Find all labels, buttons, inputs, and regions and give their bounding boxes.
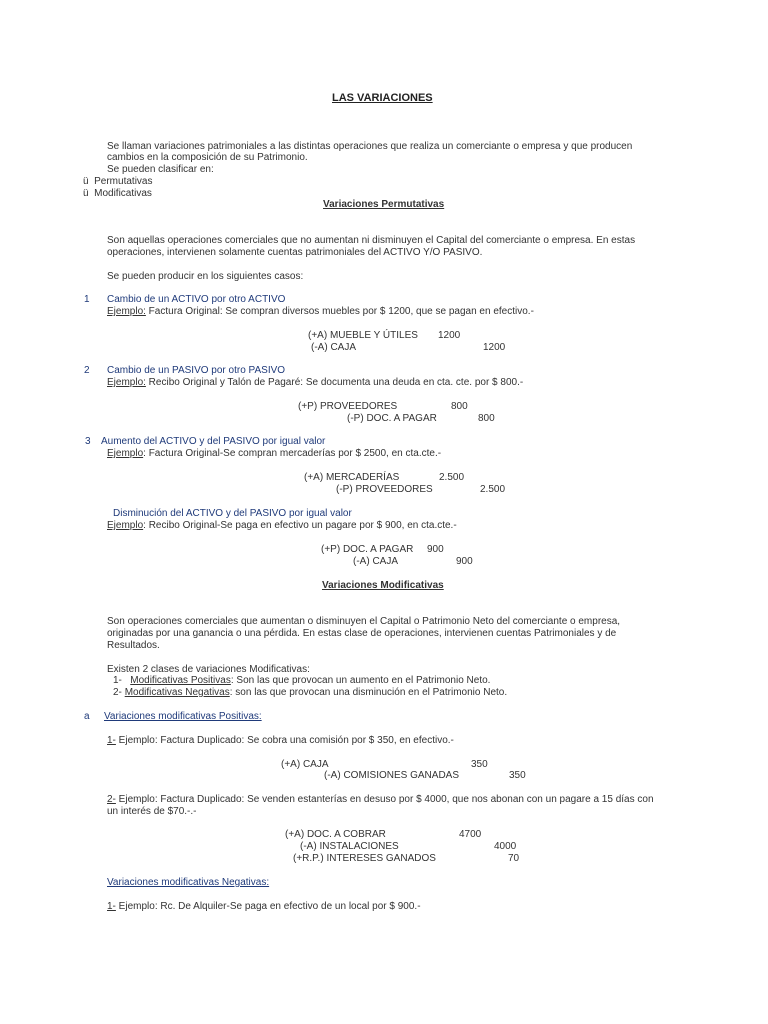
case-number: 2 [84, 365, 90, 376]
positivas-example-2 [107, 794, 654, 806]
entry-amount: 1200 [483, 342, 506, 353]
entry-amount: 4000 [494, 841, 517, 852]
bullet-glyph: ü [83, 188, 89, 199]
intro-line-2: cambios en la composición de su Patrimonio. [107, 152, 308, 163]
entry-account: (+A) MUEBLE Y ÚTILES [308, 330, 418, 341]
case-title: Aumento del ACTIVO y del PASIVO por igual valor [101, 436, 326, 447]
example-text: Recibo Original y Talón de Pagaré: Se documenta una deuda en cta. cte. por $ 800.- [145, 377, 524, 388]
case-example [107, 520, 457, 532]
negativas-heading: Variaciones modificativas Negativas: [107, 877, 270, 888]
example-text: Factura Original: Se compran diversos muebles por $ 1200, que se pagan en efectivo.- [145, 306, 534, 317]
modificativas-p1-line-2: originadas por una ganancia o una pérdida. En estas clase de operaciones, intervienen cuentas Patrimoniales y de [107, 628, 617, 639]
example-text: Ejemplo: Factura Duplicado: Se cobra una comisión por $ 350, en efectivo.- [115, 735, 454, 746]
case-example [107, 306, 534, 318]
example-label: Ejemplo [107, 448, 144, 459]
entry-account: (+P) DOC. A PAGAR [321, 544, 414, 555]
entry-account: (+A) CAJA [281, 759, 329, 770]
entry-amount: 800 [451, 401, 468, 412]
entry-amount: 1200 [438, 330, 461, 341]
permutativas-p1-line-2: operaciones, intervienen solamente cuentas patrimoniales del ACTIVO Y/O PASIVO. [107, 247, 483, 258]
negativas-example-1 [107, 901, 421, 913]
modificativas-p2: Existen 2 clases de variaciones Modificativas: [107, 664, 310, 675]
permutativas-p2: Se pueden producir en los siguientes casos: [107, 271, 304, 282]
intro-line-3: Se pueden clasificar en: [107, 164, 214, 175]
case-number: 3 [85, 436, 91, 447]
entry-amount: 70 [508, 853, 520, 864]
positivas-example-1 [107, 735, 454, 747]
modificativas-p1-line-1: Son operaciones comerciales que aumentan o disminuyen el Capital o Patrimonio Neto del comerciante o empresa, [107, 616, 621, 627]
modificativa-type [113, 687, 507, 699]
example-label: Ejemplo: [107, 377, 146, 388]
example-number: 1- [107, 735, 116, 746]
bullet-glyph: ü [83, 176, 89, 187]
positivas-letter: a [84, 711, 90, 722]
case-example [107, 448, 441, 460]
bullet-label: Permutativas [94, 176, 153, 187]
entry-amount: 900 [456, 556, 473, 567]
case-example [107, 377, 523, 389]
entry-amount: 800 [478, 413, 495, 424]
example-text: : Factura Original-Se compran mercaderías por $ 2500, en cta.cte.- [143, 448, 442, 459]
bullet-label: Modificativas [94, 188, 152, 199]
type-number: 2- [113, 687, 122, 698]
entry-account: (+P) PROVEEDORES [298, 401, 398, 412]
entry-account: (-P) DOC. A PAGAR [347, 413, 437, 424]
entry-account: (+A) DOC. A COBRAR [285, 829, 386, 840]
type-label: Modificativas Positivas [130, 675, 231, 686]
example-label: Ejemplo [107, 520, 144, 531]
example-text: Ejemplo: Rc. De Alquiler-Se paga en efectivo de un local por $ 900.- [115, 901, 421, 912]
case-title: Disminución del ACTIVO y del PASIVO por igual valor [113, 508, 352, 519]
example-text: Ejemplo: Factura Duplicado: Se venden estanterías en desuso por $ 4000, que nos abonan con un pagare a 15 días con [115, 794, 654, 805]
entry-account: (-A) CAJA [353, 556, 398, 567]
entry-amount: 4700 [459, 829, 482, 840]
positivas-heading: Variaciones modificativas Positivas: [104, 711, 262, 722]
modificativas-p1-line-3: Resultados. [107, 640, 160, 651]
case-number: 1 [84, 294, 90, 305]
entry-account: (-A) COMISIONES GANADAS [324, 770, 460, 781]
intro-line-1: Se llaman variaciones patrimoniales a las distintas operaciones que realiza un comerciante o empresa y que producen [107, 141, 633, 152]
page-title: LAS VARIACIONES [332, 92, 433, 104]
section-heading-permutativas: Variaciones Permutativas [323, 199, 445, 210]
example-number: 2- [107, 794, 116, 805]
modificativa-type [113, 675, 490, 687]
section-heading-modificativas: Variaciones Modificativas [322, 580, 444, 591]
example-label: Ejemplo: [107, 306, 146, 317]
case-title: Cambio de un ACTIVO por otro ACTIVO [107, 294, 286, 305]
example-number: 1- [107, 901, 116, 912]
positivas-example-2-line-2: un interés de $70.-.- [107, 806, 197, 817]
entry-account: (+A) MERCADERÍAS [304, 472, 400, 483]
permutativas-p1-line-1: Son aquellas operaciones comerciales que no aumentan ni disminuyen el Capital del comerciante o empresa. En estas [107, 235, 636, 246]
entry-amount: 2.500 [480, 484, 506, 495]
entry-account: (-A) INSTALACIONES [300, 841, 399, 852]
entry-account: (-P) PROVEEDORES [336, 484, 433, 495]
entry-amount: 2.500 [439, 472, 465, 483]
bullet-modificativas [83, 188, 152, 200]
entry-amount: 350 [509, 770, 526, 781]
type-text: : Son las que provocan un aumento en el Patrimonio Neto. [230, 675, 491, 686]
example-text: : Recibo Original-Se paga en efectivo un pagare por $ 900, en cta.cte.- [143, 520, 457, 531]
entry-account: (+R.P.) INTERESES GANADOS [293, 853, 436, 864]
entry-amount: 350 [471, 759, 488, 770]
type-label: Modificativas Negativas [124, 687, 230, 698]
entry-account: (-A) CAJA [311, 342, 356, 353]
type-number: 1- [113, 675, 122, 686]
bullet-permutativas [83, 176, 152, 188]
type-text: : son las que provocan una disminución en el Patrimonio Neto. [229, 687, 508, 698]
case-title: Cambio de un PASIVO por otro PASIVO [107, 365, 286, 376]
entry-amount: 900 [427, 544, 444, 555]
